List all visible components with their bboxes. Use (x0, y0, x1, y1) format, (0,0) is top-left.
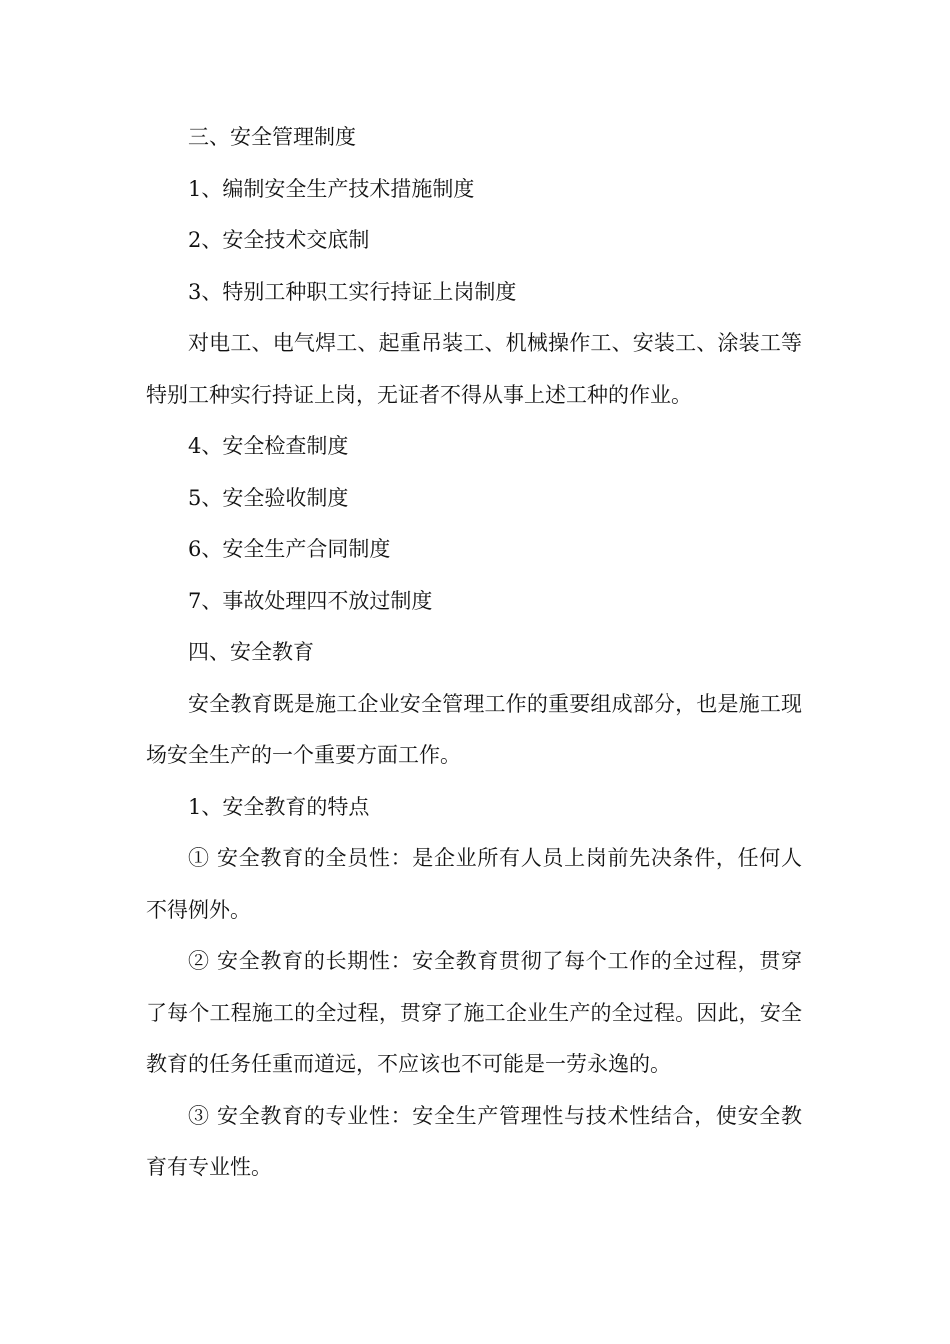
list-item: 7、事故处理四不放过制度 (188, 588, 433, 613)
list-item: 4、安全检查制度 (188, 434, 349, 458)
list-item: 3、特别工种职工实行持证上岗制度 (188, 279, 517, 304)
list-item: 2、安全技术交底制 (188, 228, 370, 252)
section-heading-safety-management: 三、安全管理制度 (188, 125, 356, 149)
body-paragraph: 安全教育既是施工企业安全管理工作的重要组成部分，也是施工现场安全生产的一个重要方面工作。 (146, 691, 802, 767)
body-paragraph: ① 安全教育的全员性：是企业所有人员上岗前先决条件，任何人不得例外。 (146, 846, 802, 922)
list-item: 1、编制安全生产技术措施制度 (188, 176, 475, 201)
list-item: 5、安全验收制度 (188, 485, 349, 510)
body-paragraph: 对电工、电气焊工、起重吊装工、机械操作工、安装工、涂装工等特别工种实行持证上岗，无证者不得从事上述工种的作业。 (146, 331, 802, 407)
subsection-heading: 1、安全教育的特点 (188, 794, 370, 819)
section-heading-safety-education: 四、安全教育 (188, 640, 314, 664)
body-paragraph: ② 安全教育的长期性：安全教育贯彻了每个工作的全过程，贯穿了每个工程施工的全过程，贯穿了施工企业生产的全过程。因此，安全教育的任务任重而道远，不应该也不可能是一劳永逸的。 (146, 949, 802, 1076)
list-item: 6、安全生产合同制度 (188, 537, 391, 561)
document-body (146, 112, 802, 1194)
body-paragraph: ③ 安全教育的专业性：安全生产管理性与技术性结合，使安全教育有专业性。 (146, 1103, 802, 1179)
